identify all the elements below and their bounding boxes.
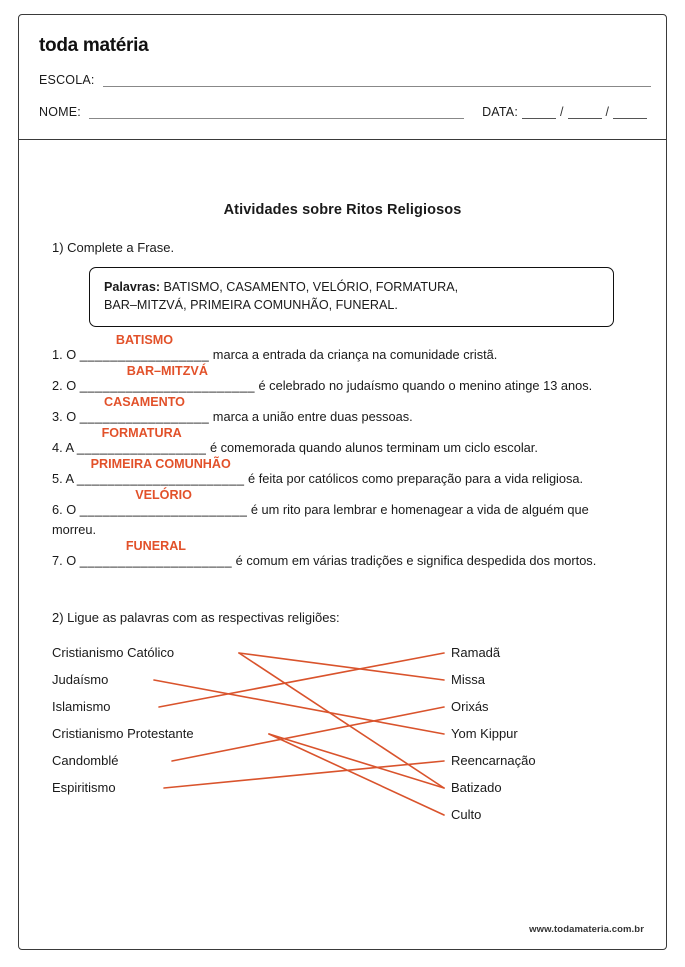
- school-label: ESCOLA:: [39, 73, 95, 87]
- worksheet-content: [19, 140, 666, 829]
- sentence-item: [52, 488, 633, 538]
- match-connection-line: [269, 734, 444, 788]
- worksheet-page: [18, 14, 667, 950]
- footer-url: www.todamateria.com.br: [529, 924, 644, 935]
- sentence-text: é comemorada quando alunos terminam um ciclo escolar.: [206, 440, 538, 456]
- blank-answer: BATISMO: [115, 332, 174, 347]
- word-bank-box: [89, 267, 614, 327]
- match-connection-line: [164, 761, 444, 788]
- blank-dashes: ______________________: [76, 471, 245, 487]
- exercise2-label: 2) Ligue as palavras com as respectivas religiões:: [52, 610, 340, 625]
- match-connection-line: [239, 653, 444, 680]
- matching-left-column: [52, 639, 194, 801]
- match-right-item[interactable]: Culto: [451, 807, 482, 822]
- school-input-line[interactable]: [103, 74, 651, 87]
- match-left-item[interactable]: Cristianismo Protestante: [52, 726, 194, 741]
- word-bank-line-2: BAR–MITZVÁ, PRIMEIRA COMUNHÃO, FUNERAL.: [104, 298, 398, 313]
- sentence-number: 7. O: [52, 552, 77, 568]
- sentence-text: marca a união entre duas pessoas.: [209, 408, 413, 424]
- sentence-number: 4. A: [52, 440, 74, 456]
- match-connection-line: [269, 734, 444, 815]
- sentence-text: é feita por católicos como preparação para a vida religiosa.: [244, 471, 584, 487]
- blank-answer: PRIMEIRA COMUNHÃO: [90, 457, 231, 472]
- date-slash-1: /: [560, 105, 564, 119]
- blank-answer: FORMATURA: [101, 426, 182, 441]
- match-left-item[interactable]: Judaísmo: [52, 672, 109, 687]
- blank-dashes: _________________: [79, 408, 210, 424]
- date-label: DATA:: [482, 105, 519, 119]
- page-title: Atividades sobre Ritos Religiosos: [223, 202, 462, 218]
- exercise1-label: 1) Complete a Frase.: [52, 240, 175, 255]
- matching-exercise: [19, 639, 666, 829]
- brand-logo: toda matéria: [39, 35, 149, 56]
- name-field-row: [39, 105, 651, 119]
- date-year-blank[interactable]: [613, 107, 647, 119]
- blank-slot[interactable]: [79, 488, 248, 519]
- sentence-number: 5. A: [52, 471, 74, 487]
- sentence-text: marca a entrada da criança na comunidade cristã.: [209, 346, 498, 362]
- sentence-number: 1. O: [52, 346, 77, 362]
- sentence-number: 2. O: [52, 377, 77, 393]
- match-right-item[interactable]: Batizado: [451, 780, 502, 795]
- match-connection-line: [239, 653, 444, 788]
- sentence-text: é celebrado no judaísmo quando o menino atinge 13 anos.: [254, 377, 593, 393]
- date-month-blank[interactable]: [568, 107, 602, 119]
- blank-dashes: _________________: [79, 346, 210, 362]
- sentence-text: é um rito para lembrar e homenagear a vida de alguém que morreu.: [52, 502, 589, 537]
- match-left-item[interactable]: Candomblé: [52, 753, 119, 768]
- blank-answer: BAR–MITZVÁ: [126, 363, 208, 378]
- match-connection-line: [154, 680, 444, 734]
- date-day-blank[interactable]: [522, 107, 556, 119]
- blank-slot[interactable]: [79, 538, 233, 570]
- matching-right-column: [451, 639, 536, 828]
- blank-dashes: ______________________: [79, 502, 248, 518]
- match-right-item[interactable]: Ramadã: [451, 645, 501, 660]
- blank-dashes: _______________________: [79, 377, 255, 393]
- date-field-group: [482, 105, 651, 119]
- sentence-number: 3. O: [52, 408, 77, 424]
- blank-dashes: ____________________: [79, 552, 233, 568]
- match-right-item[interactable]: Reencarnação: [451, 753, 536, 768]
- name-label: NOME:: [39, 105, 81, 119]
- blank-answer: VELÓRIO: [135, 488, 192, 503]
- match-left-item[interactable]: Espiritismo: [52, 780, 116, 795]
- match-left-item[interactable]: Islamismo: [52, 699, 111, 714]
- date-slash-2: /: [605, 105, 609, 119]
- word-bank-line-1: BATISMO, CASAMENTO, VELÓRIO, FORMATURA,: [160, 280, 459, 294]
- fill-in-blank-list: [52, 332, 633, 571]
- name-input-line[interactable]: [89, 106, 464, 119]
- school-field-row: [39, 73, 651, 87]
- blank-answer: CASAMENTO: [104, 394, 185, 409]
- match-right-item[interactable]: Yom Kippur: [451, 726, 518, 741]
- word-bank-prefix: Palavras:: [104, 280, 161, 294]
- sentence-item: [52, 538, 633, 570]
- sentence-number: 6. O: [52, 502, 77, 518]
- match-right-item[interactable]: Orixás: [451, 699, 489, 714]
- sentence-text: é comum em várias tradições e significa despedida dos mortos.: [232, 552, 597, 568]
- match-left-item[interactable]: Cristianismo Católico: [52, 645, 175, 660]
- blank-answer: FUNERAL: [125, 538, 187, 553]
- match-right-item[interactable]: Missa: [451, 672, 485, 687]
- match-connection-line: [159, 653, 444, 707]
- match-connection-line: [172, 707, 444, 761]
- blank-dashes: _________________: [76, 440, 207, 456]
